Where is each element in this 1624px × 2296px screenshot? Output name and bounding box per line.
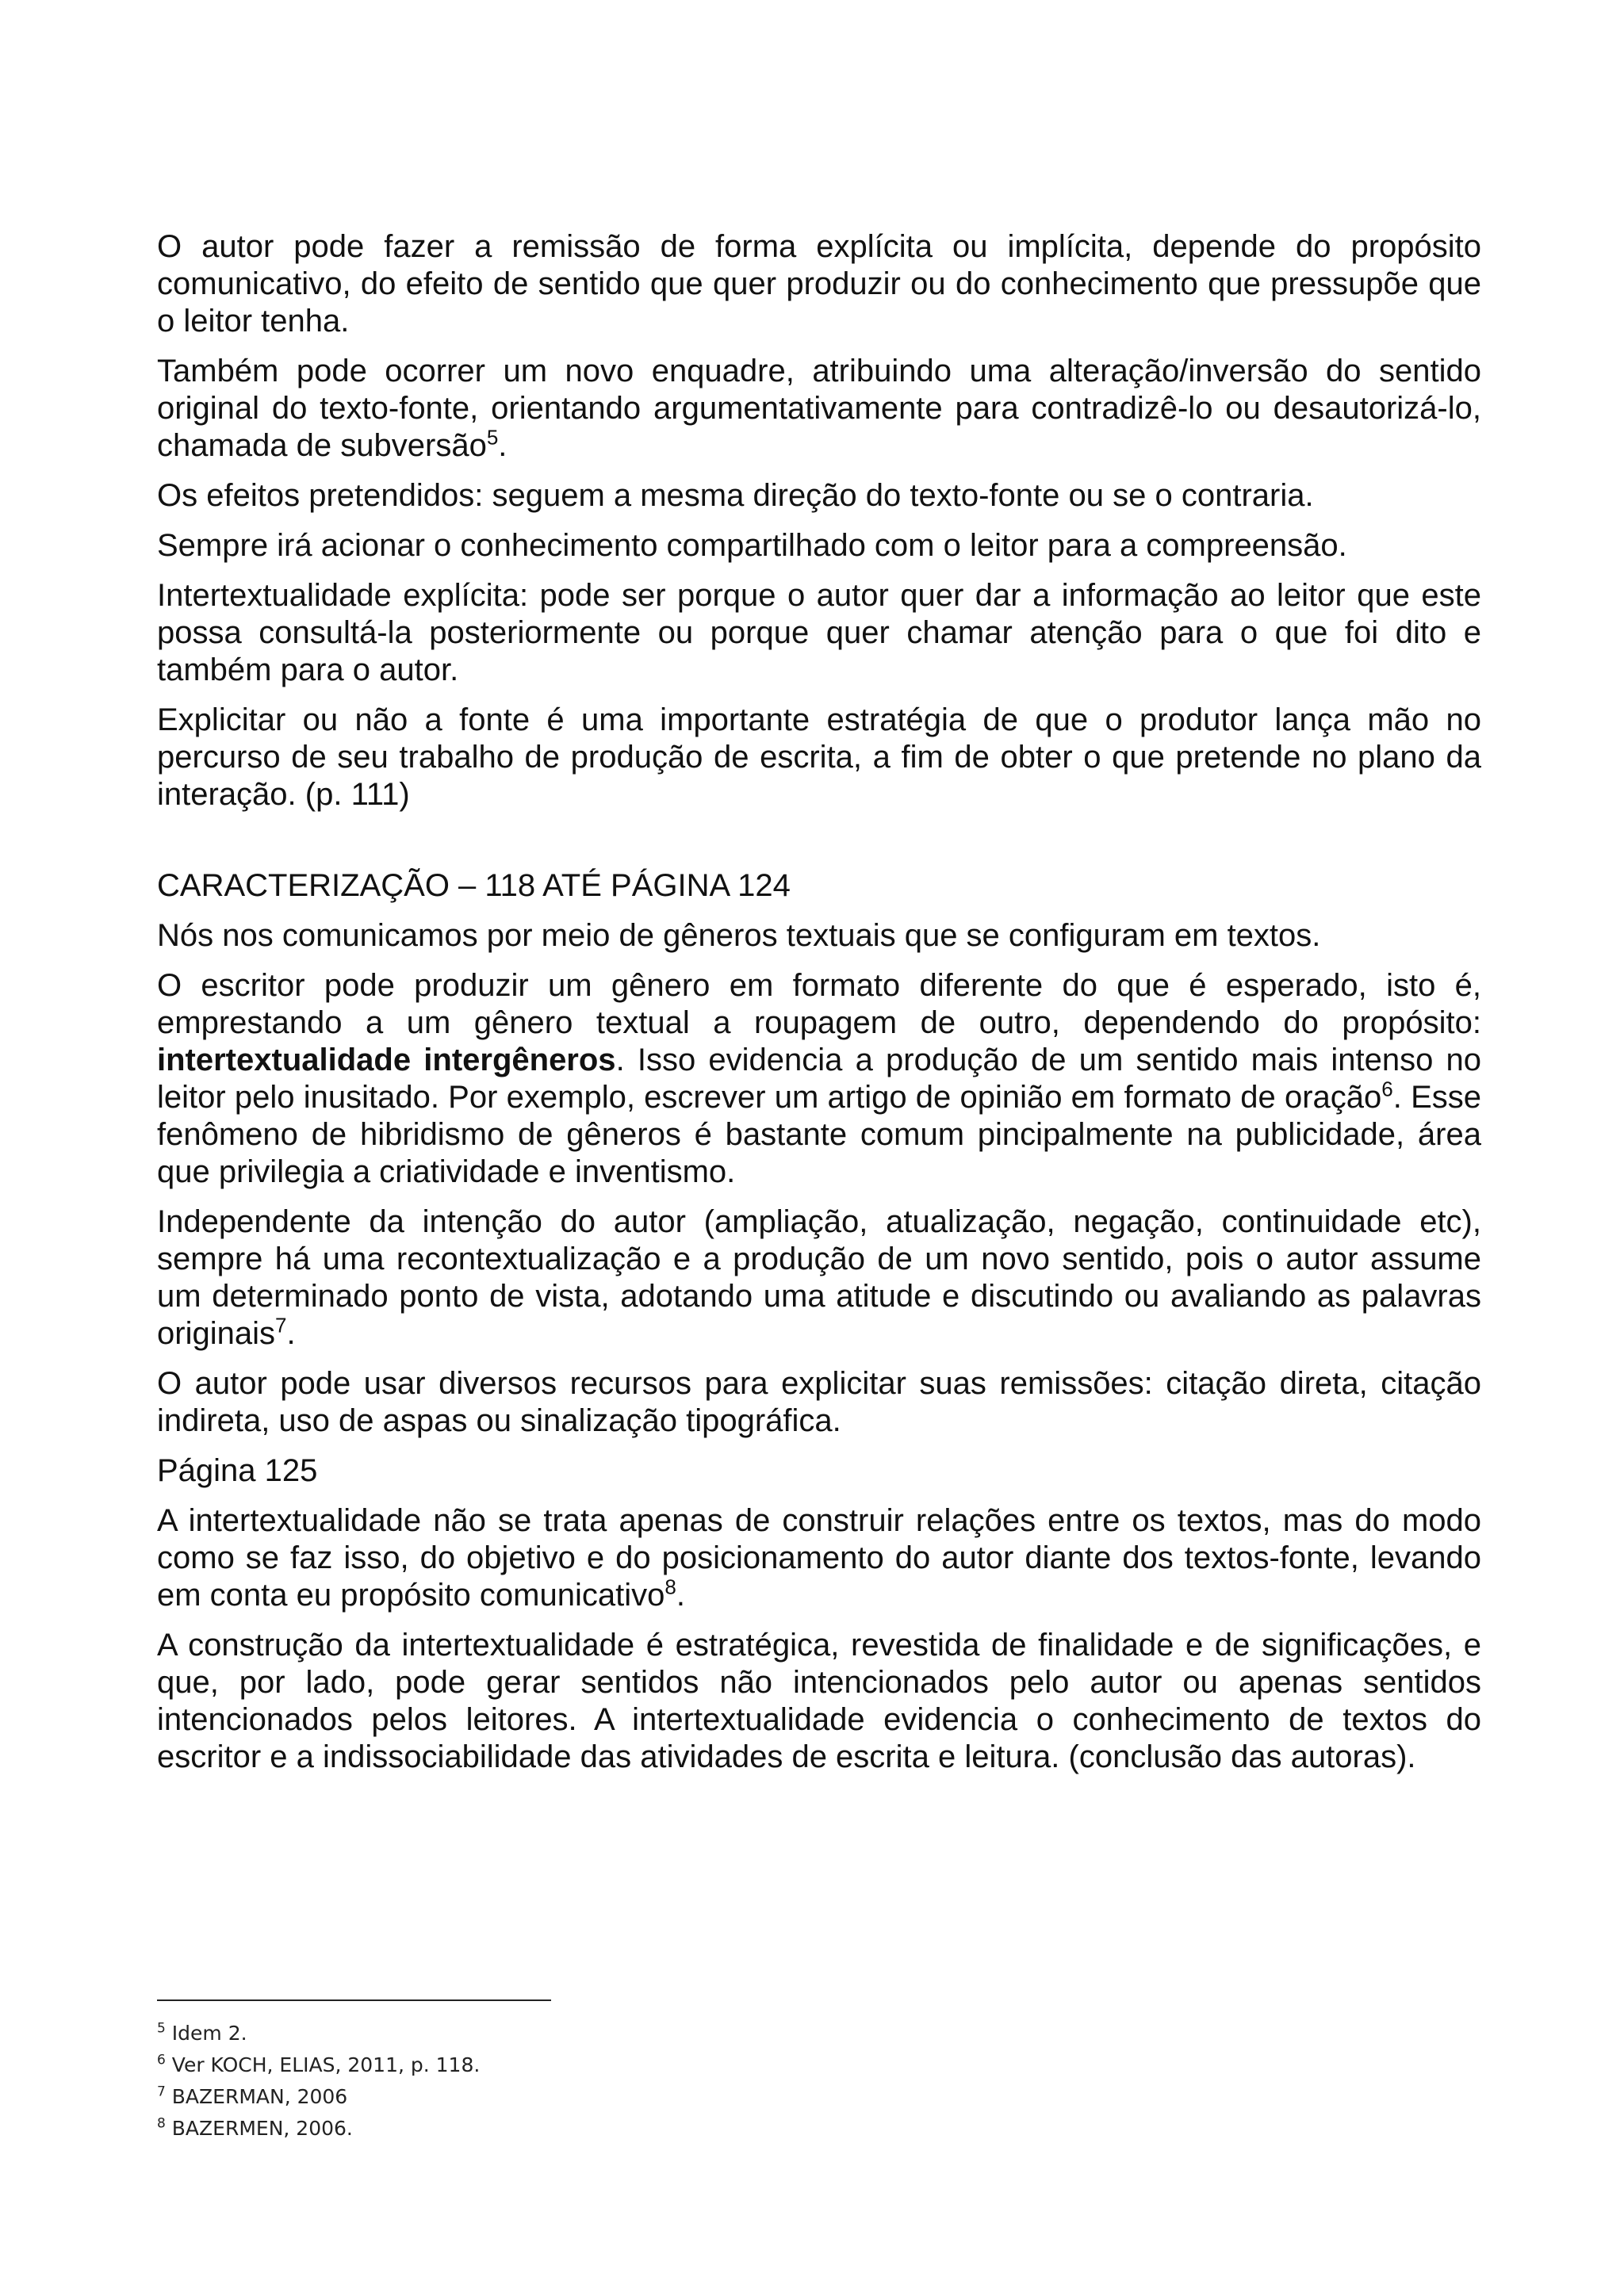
paragraph-relacoes xyxy=(157,1502,1481,1614)
paragraph-text: A construção da intertextualidade é estratégica, revestida de finalidade e de significações, e que, por lado, pode gerar sentidos não intencionados pelo autor ou apenas sentidos intencionados pelos leitores. A intertextualidade evidencia o conhecimento de textos do escritor e a indissociabilidade das atividades de escrita e leitura. (conclusão das autoras). xyxy=(157,1628,1481,1774)
paragraph-text: O autor pode usar diversos recursos para explicitar suas remissões: citação direta, citação indireta, uso de aspas ou sinalização tipográfica. xyxy=(157,1366,1481,1438)
paragraph-text: . xyxy=(286,1316,296,1351)
paragraph-text: O escritor pode produzir um gênero em formato diferente do que é esperado, isto é, emprestando a um gênero textual a roupagem de outro, dependendo do propósito: xyxy=(157,968,1481,1040)
paragraph-text: Sempre irá acionar o conhecimento compartilhado com o leitor para a compreensão. xyxy=(157,528,1347,563)
page-label: Página 125 xyxy=(157,1453,318,1488)
footnotes xyxy=(157,2018,871,2145)
footnote-ref-7[interactable]: 7 xyxy=(274,1313,287,1337)
footnote-ref-5[interactable]: 5 xyxy=(486,425,499,450)
paragraph-remissao xyxy=(157,228,1481,340)
footnote xyxy=(157,2081,871,2113)
paragraph-text: Intertextualidade explícita: pode ser porque o autor quer dar a informação ao leitor que este possa consultá-la posteriormente ou porque quer chamar atenção para o que foi dito e também para o autor. xyxy=(157,578,1481,687)
paragraph-text: O autor pode fazer a remissão de forma explícita ou implícita, depende do propósito comunicativo, do efeito de sentido que quer produzir ou do conhecimento que pressupõe que o leitor tenha. xyxy=(157,229,1481,339)
footnote-text: BAZERMEN, 2006. xyxy=(171,2117,353,2140)
paragraph-subversao xyxy=(157,353,1481,465)
footnote-number: 6 xyxy=(157,2052,166,2068)
paragraph-conhecimento xyxy=(157,527,1481,564)
footnote-number: 8 xyxy=(157,2115,166,2132)
footnote-divider xyxy=(157,1999,551,2001)
paragraph-text: Explicitar ou não a fonte é uma importante estratégia de que o produtor lança mão no percurso de seu trabalho de produção de escrita, a fim de obter o que pretende no plano da interação. (p. 111) xyxy=(157,702,1481,812)
section-heading: CARACTERIZAÇÃO – 118 ATÉ PÁGINA 124 xyxy=(157,868,791,903)
paragraph-text: Também pode ocorrer um novo enquadre, atribuindo uma alteração/inversão do sentido original do texto-fonte, orientando argumentativamente para contradizê-lo ou desautorizá-lo, chamada de subversão xyxy=(157,354,1481,463)
paragraph-intergeneros xyxy=(157,967,1481,1191)
footnote-ref-8[interactable]: 8 xyxy=(665,1575,676,1599)
footnote-number: 5 xyxy=(157,2020,166,2037)
paragraph-efeitos xyxy=(157,477,1481,515)
paragraph-explicitar-fonte xyxy=(157,702,1481,813)
paragraph-generos xyxy=(157,917,1481,955)
paragraph-text: . Isso evidencia a produção de um sentido mais intenso no leitor pelo inusitado. Por exemplo, escrever um artigo de opinião em formato de oração xyxy=(157,1043,1481,1115)
footnote xyxy=(157,2049,871,2081)
paragraph-conclusao xyxy=(157,1627,1481,1776)
paragraph-recontextualizacao xyxy=(157,1203,1481,1353)
footnote-text: Ver KOCH, ELIAS, 2011, p. 118. xyxy=(171,2053,481,2076)
footnote-ref-6[interactable]: 6 xyxy=(1381,1077,1393,1101)
footnote xyxy=(157,2018,871,2049)
bold-term: intertextualidade intergêneros xyxy=(157,1043,616,1077)
footnote xyxy=(157,2113,871,2145)
paragraph-text: Nós nos comunicamos por meio de gêneros textuais que se configuram em textos. xyxy=(157,918,1321,953)
paragraph-recursos xyxy=(157,1365,1481,1440)
footnote-text: Idem 2. xyxy=(171,2022,247,2045)
paragraph-text: . xyxy=(676,1578,685,1613)
document-body xyxy=(157,228,1481,1789)
paragraph-text: . Esse fenômeno de hibridismo de gêneros é bastante comum pincipalmente na publicidade, área que privilegia a criatividade e inventismo. xyxy=(157,1080,1481,1189)
paragraph-text: A intertextualidade não se trata apenas de construir relações entre os textos, mas do modo como se faz isso, do objetivo e do posicionamento do autor diante dos textos-fonte, levando em conta eu propósito comunicativo xyxy=(157,1503,1481,1613)
paragraph-text: Os efeitos pretendidos: seguem a mesma direção do texto-fonte ou se o contraria. xyxy=(157,478,1314,513)
footnote-text: BAZERMAN, 2006 xyxy=(171,2085,348,2108)
paragraph-text: Independente da intenção do autor (ampliação, atualização, negação, continuidade etc), sempre há uma recontextualização e a produção de um novo sentido, pois o autor assume um determinado ponto de vista, adotando uma atitude e discutindo ou avaliando as palavras originais xyxy=(157,1204,1481,1351)
paragraph-intertextualidade-explicita xyxy=(157,577,1481,689)
paragraph-text: . xyxy=(498,428,508,463)
footnote-number: 7 xyxy=(157,2084,166,2100)
